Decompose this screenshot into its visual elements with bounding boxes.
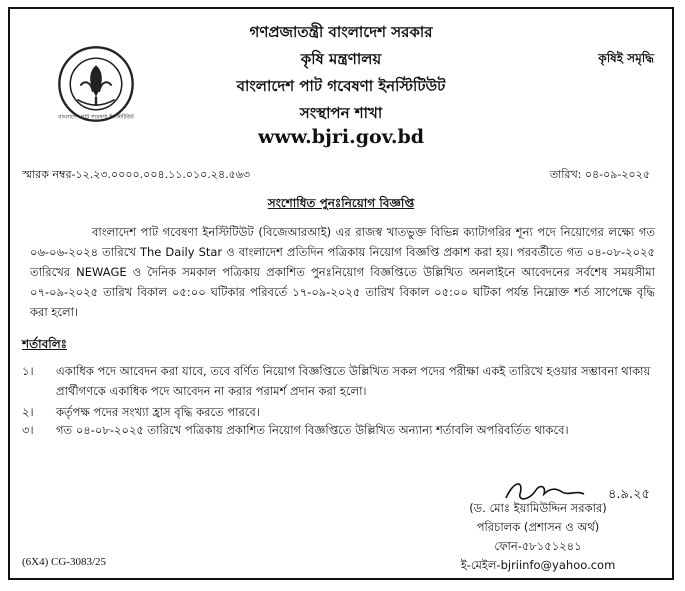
condition-text: গত ০৪-০৮-২০২৫ তারিখে পত্রিকায় প্রকাশিত নিয়োগ বিজ্ঞপ্তিতে উল্লিখিত অন্যান্য শর্তাবলি অপরিবর্তিত থাকবে। [56, 423, 569, 437]
condition-item [22, 420, 672, 440]
condition-item [22, 361, 672, 401]
signatory-name: (ড. মোঃ ইয়ামিউদ্দিন সরকার) [469, 501, 607, 515]
conditions-heading: শর্তাবলিঃ [22, 337, 68, 351]
notice-frame [8, 7, 674, 580]
website-link[interactable]: www.bjri.gov.bd [257, 126, 425, 148]
signatory-designation: পরিচালক (প্রশাসন ও অর্থ) [476, 520, 600, 534]
condition-number: ৩। [22, 423, 34, 437]
signatory-email[interactable]: ই-মেইল-bjriinfo@yahoo.com [460, 558, 616, 572]
condition-item [22, 402, 672, 422]
institute-title: বাংলাদেশ পাট গবেষণা ইনস্টিটিউট [236, 77, 446, 95]
branch-title: সংস্থাপন শাখা [299, 104, 383, 122]
memo-date: তারিখ: ০৪-০৯-২০২৫ [549, 168, 650, 181]
condition-number: ১। [22, 364, 34, 378]
memo-reference: স্মারক নম্বর-১২.২৩.০০০০.০০৪.১১.০১০.২৪.৫৬৩ [22, 168, 251, 181]
ministry-title: কৃষি মন্ত্রণালয় [300, 50, 382, 68]
signature-date: ৪.৯.২৫ [607, 487, 650, 502]
slogan: কৃষিই সমৃদ্ধি [598, 51, 654, 65]
government-title: গণপ্রজাতন্ত্রী বাংলাদেশ সরকার [249, 23, 433, 41]
signatory-phone: ফোন-৫৮১৫১২৪১ [494, 539, 582, 553]
condition-number: ২। [22, 405, 34, 419]
ad-code: (6X4) CG-3083/25 [22, 556, 107, 568]
signatory-block [418, 499, 658, 575]
condition-text: কর্তৃপক্ষ পদের সংখ্যা হ্রাস বৃদ্ধি করতে পারবে। [56, 405, 260, 419]
condition-text: একাধিক পদে আবেদন করা যাবে, তবে বর্ণিত নিয়োগ বিজ্ঞপ্তিতে উল্লিখিত সকল পদের পরীক্ষা একই তারিখে হওয়ার সম্ভাবনা থাকায় প্রার্থীগণকে একাধিক পদে আবেদন না করার পরামর্শ প্রদান করা হলো। [56, 364, 651, 398]
notice-body: বাংলাদেশ পাট গবেষণা ইনস্টিটিউট (বিজেআরআই) এর রাজস্ব খাতভুক্ত বিভিন্ন ক্যাটাগরির শূন্য পদে নিয়োগের লক্ষ্যে গত ০৬-০৬-২০২৪ তারিখে The Daily Star ও বাংলাদেশ প্রতিদিন পত্রিকায় নিয়োগ বিজ্ঞপ্তি প্রকাশ করা হয়। পরবর্তীতে গত ০৪-০৮-২০২৫ তারিখের NEWAGE ও দৈনিক সমকাল পত্রিকায় প্রকাশিত পুনঃনিয়োগ বিজ্ঞপ্তিতে উল্লিখিত অনলাইনে আবেদনের সর্বশেষ সময়সীমা ০৭-০৯-২০২৫ তারিখ বিকাল ০৫:০০ ঘটিকার পরিবর্তে ১৭-০৯-২০২৫ তারিখ বিকাল ০৫:০০ ঘটিকা পর্যন্ত নিম্নোক্ত শর্ত সাপেক্ষে বৃদ্ধি করা হলো। [30, 225, 655, 319]
notice-title: সংশোধিত পুনঃনিয়োগ বিজ্ঞপ্তি [267, 196, 415, 210]
svg-text:বাংলাদেশ পাট গবেষণা ইনস্টিটিউট: বাংলাদেশ পাট গবেষণা ইনস্টিটিউট [58, 114, 134, 121]
